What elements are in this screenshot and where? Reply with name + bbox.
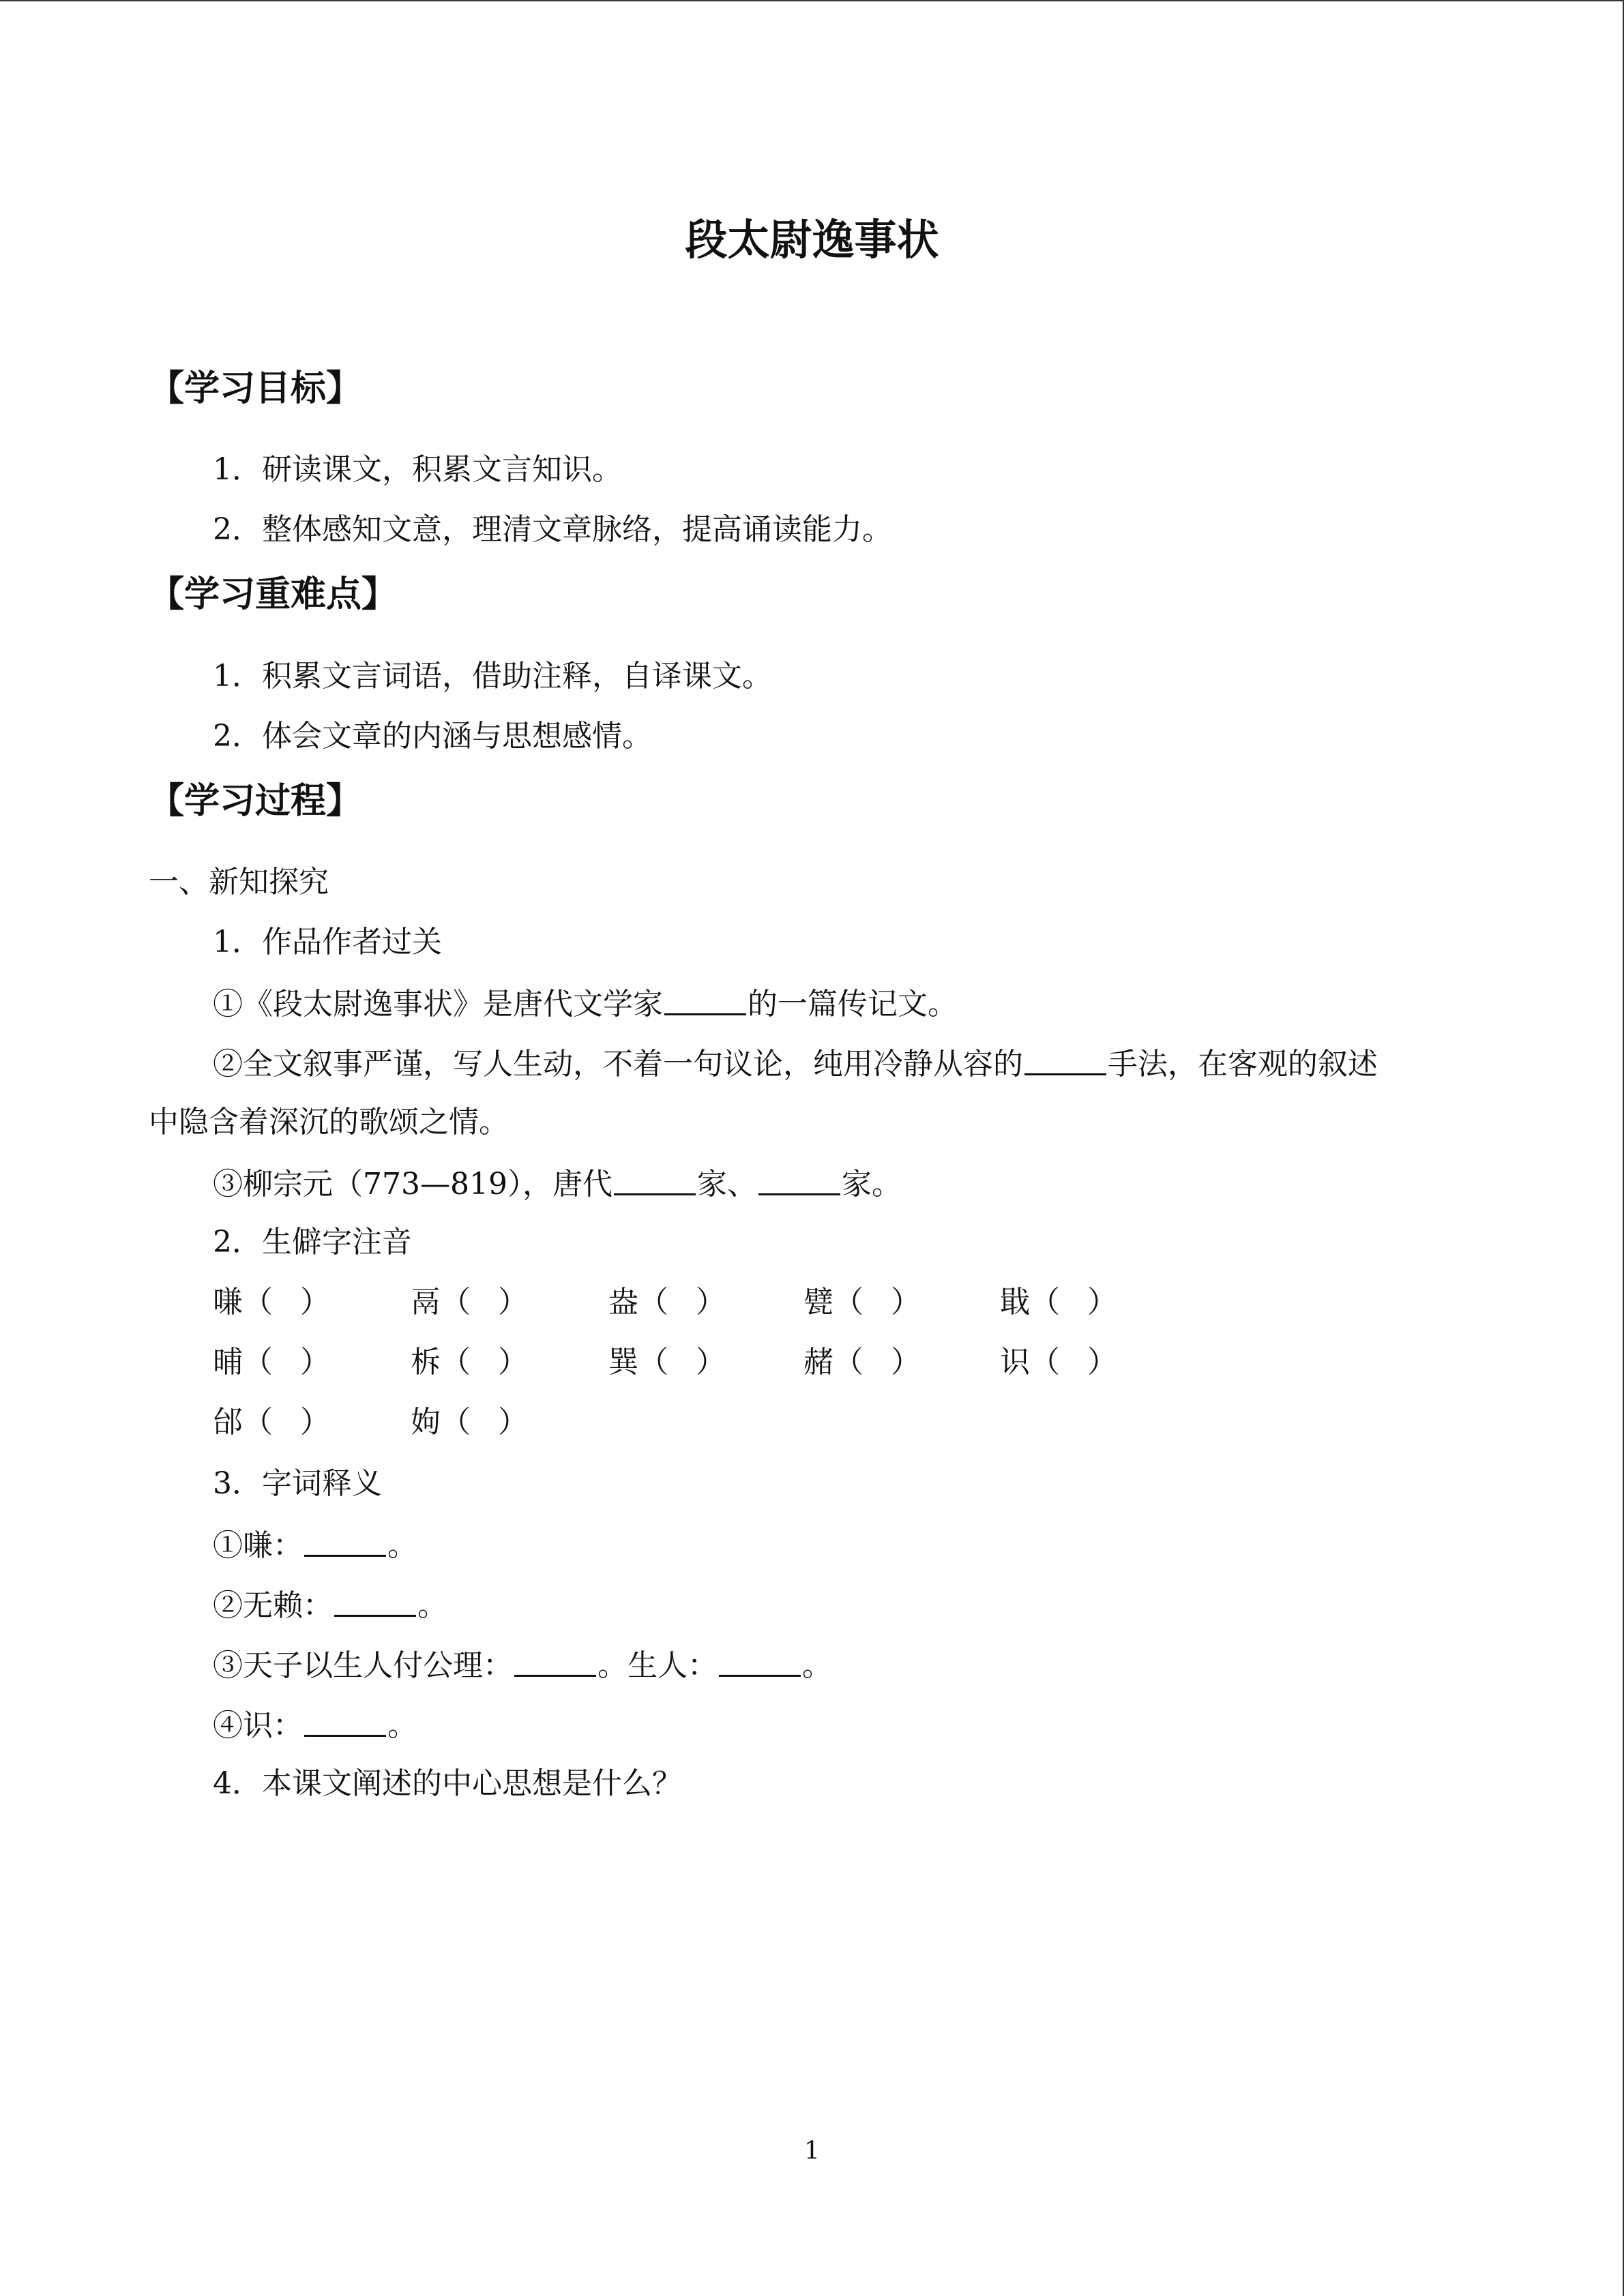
q1-c-text-after: 家。 [841, 1167, 902, 1202]
q3-b-text-after: 。 [417, 1588, 447, 1623]
pinyin-blank[interactable]: （） [833, 1345, 948, 1380]
q1-c [213, 1162, 902, 1205]
q2-title: 2．生僻字注音 [213, 1225, 412, 1259]
q1-b-blank[interactable] [1024, 1042, 1106, 1075]
pinyin-item [411, 1402, 602, 1443]
pinyin-item [213, 1282, 404, 1323]
objective-item-2: 2．整体感知文意，理清文章脉络，提高诵读能力。 [213, 512, 892, 547]
rare-char: 嗛 [213, 1285, 243, 1320]
rare-char: 邰 [213, 1405, 243, 1440]
q1-c-blank-1[interactable] [614, 1162, 696, 1195]
q3-c-text-mid: 。生人： [597, 1648, 718, 1683]
q3-d-blank[interactable] [304, 1703, 386, 1737]
pinyin-item [213, 1342, 404, 1383]
pinyin-item [1000, 1282, 1191, 1323]
q1-c-text-before: ③柳宗元（773—819），唐代 [213, 1167, 612, 1202]
pinyin-blank[interactable]: （） [638, 1285, 753, 1320]
pinyin-item [213, 1402, 404, 1443]
heading-key-points: 【学习重难点】 [149, 574, 398, 615]
pinyin-blank[interactable]: （） [243, 1405, 357, 1440]
rare-char: 姁 [411, 1405, 441, 1440]
key-point-item-1: 1．积累文言词语，借助注释，自译课文。 [213, 659, 772, 694]
pinyin-item [608, 1342, 799, 1383]
pinyin-blank[interactable]: （） [833, 1285, 948, 1320]
q3-b-blank[interactable] [334, 1583, 416, 1617]
pinyin-item [411, 1282, 602, 1323]
pinyin-item [411, 1342, 602, 1383]
q1-a-text-before: ①《段太尉逸事状》是唐代文学家 [213, 987, 663, 1022]
pinyin-item [1000, 1342, 1191, 1383]
pinyin-blank[interactable]: （） [441, 1285, 555, 1320]
q4-title: 4．本课文阐述的中心思想是什么？ [213, 1766, 682, 1801]
q3-d-text-before: ④识： [213, 1708, 303, 1743]
rare-char: 巽 [608, 1345, 638, 1380]
q3-c-blank-2[interactable] [719, 1643, 801, 1677]
rare-char: 盎 [608, 1285, 638, 1320]
q3-c-blank-1[interactable] [514, 1643, 596, 1677]
q1-a-blank[interactable] [664, 982, 746, 1015]
pinyin-item [608, 1282, 799, 1323]
heading-process: 【学习过程】 [149, 781, 362, 822]
q3-c-text-before: ③天子以生人付公理： [213, 1648, 513, 1683]
q3-a-text-before: ①嗛： [213, 1528, 303, 1563]
q3-a [213, 1523, 417, 1566]
q3-b [213, 1583, 447, 1626]
q3-a-text-after: 。 [387, 1528, 417, 1563]
key-point-item-2: 2．体会文章的内涵与思想感情。 [213, 719, 652, 754]
q1-b [213, 1042, 1378, 1085]
q1-a [213, 982, 958, 1025]
pinyin-blank[interactable]: （） [1030, 1345, 1145, 1380]
rare-char: 晡 [213, 1345, 243, 1380]
q3-a-blank[interactable] [304, 1523, 386, 1557]
rare-char: 柝 [411, 1345, 441, 1380]
rare-char: 识 [1000, 1345, 1030, 1380]
page-title: 段太尉逸事状 [685, 215, 939, 265]
pinyin-blank[interactable]: （） [441, 1345, 555, 1380]
objective-item-1: 1．研读课文，积累文言知识。 [213, 452, 622, 487]
rare-char: 赭 [803, 1345, 833, 1380]
q1-c-text-mid: 家、 [696, 1167, 757, 1202]
q3-d-text-after: 。 [387, 1708, 417, 1743]
rare-char: 戢 [1000, 1285, 1030, 1320]
page-number: 1 [804, 2137, 820, 2165]
q1-c-blank-2[interactable] [758, 1162, 840, 1195]
q3-d [213, 1703, 417, 1746]
rare-char: 甓 [803, 1285, 833, 1320]
part1-title: 一、新知探究 [149, 865, 329, 899]
q1-b-text-after: 手法，在客观的叙述 [1108, 1047, 1378, 1082]
q3-c-text-after: 。 [802, 1648, 832, 1683]
pinyin-item [803, 1342, 994, 1383]
pinyin-blank[interactable]: （） [441, 1405, 555, 1440]
pinyin-blank[interactable]: （） [638, 1345, 753, 1380]
q1-b-continued: 中隐含着深沉的歌颂之情。 [149, 1105, 509, 1139]
q3-b-text-before: ②无赖： [213, 1588, 333, 1623]
q3-title: 3．字词释义 [213, 1466, 382, 1501]
q1-a-text-after: 的一篇传记文。 [748, 987, 958, 1022]
q3-c [213, 1643, 832, 1686]
pinyin-blank[interactable]: （） [243, 1285, 357, 1320]
pinyin-item [803, 1282, 994, 1323]
rare-char: 鬲 [411, 1285, 441, 1320]
q1-title: 1．作品作者过关 [213, 925, 442, 959]
pinyin-blank[interactable]: （） [1030, 1285, 1145, 1320]
q1-b-text-before: ②全文叙事严谨，写人生动，不着一句议论，纯用冷静从容的 [213, 1047, 1023, 1082]
pinyin-blank[interactable]: （） [243, 1345, 357, 1380]
heading-objectives: 【学习目标】 [149, 368, 362, 409]
